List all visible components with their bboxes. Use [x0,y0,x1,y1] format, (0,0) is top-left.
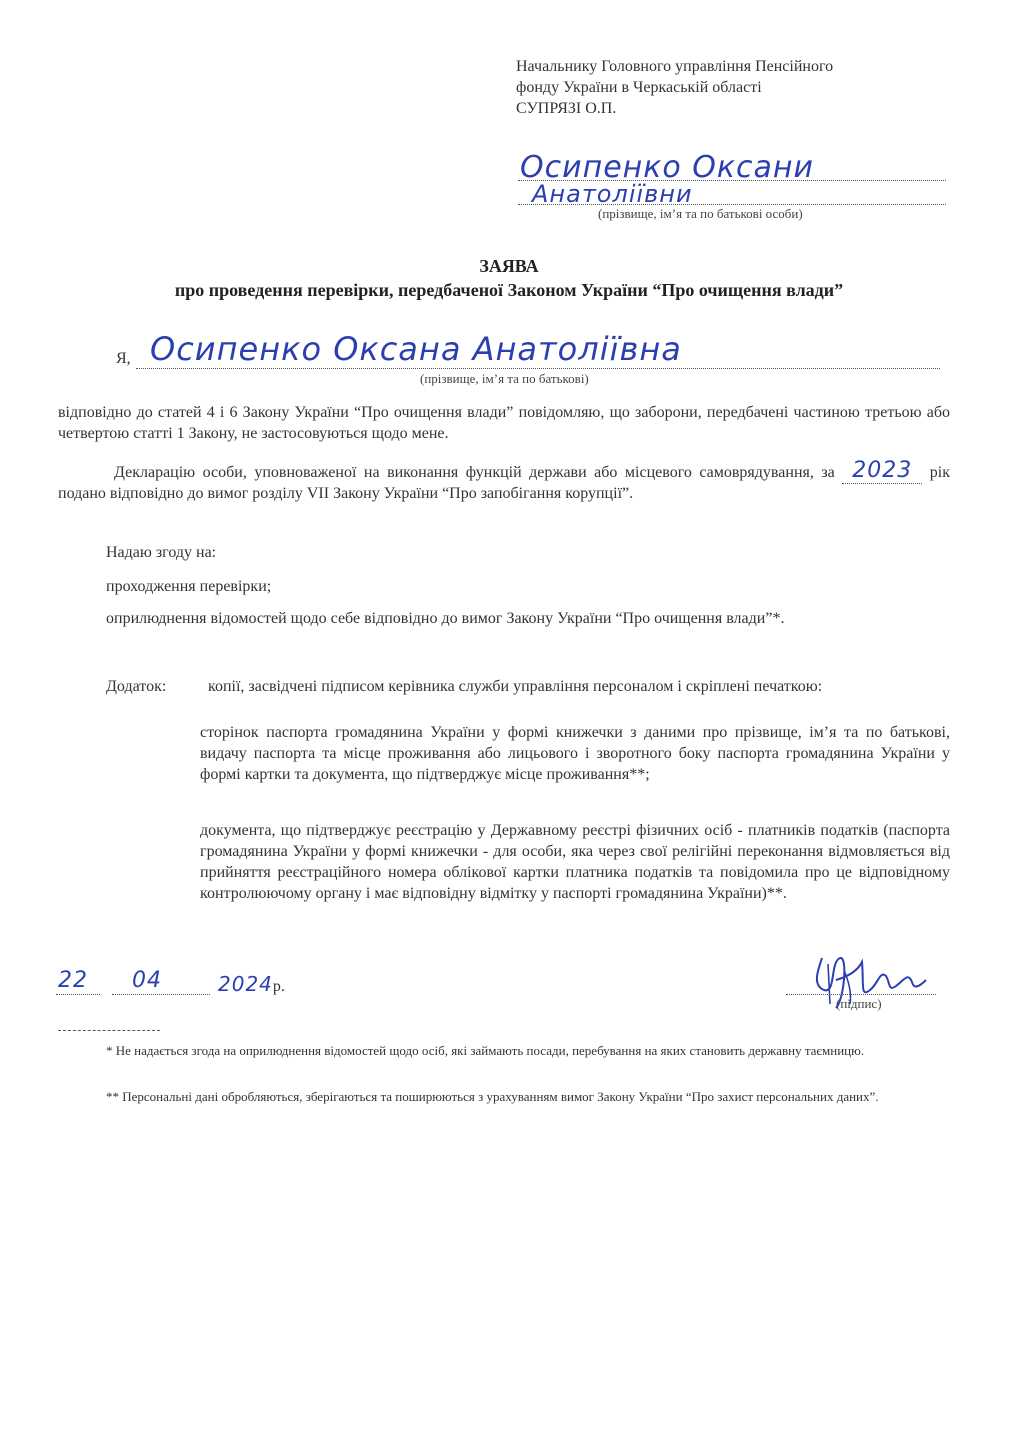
date-day-underline [56,994,100,995]
date-month-underline [112,994,210,995]
signature-underline [786,994,936,995]
declarant-name-caption: (прізвище, ім’я та по батькові) [420,371,589,386]
declaration-year: 2023 [842,458,922,484]
date-year-group [218,974,285,997]
signature-caption: (підпис) [836,996,882,1011]
date-day: 22 [58,968,88,993]
applicant-name-line-2: Анатоліївни [532,180,693,208]
appendix-item-2: документа, що підтверджує реєстрацію у Державному реєстрі фізичних осіб - платників податків (паспорта громадянина України у формі книжечки - для особи, яка через свої релігійні переконання відмовляється від прийняття реєстраційного номера облікової картки платника податків та повідомила про це відповідному контролюючому органу і має відповідну відмітку у паспорті громадянина України)**. [200,822,950,902]
addressee-block [516,56,956,119]
addressee-line-2: фонду України в Черкаській області [516,79,762,96]
income-declaration-text-after: рік подано відповідно до вимог розділу VII Закону України “Про запобігання корупції”. [58,464,951,502]
appendix-label: Додаток: [106,678,167,695]
date-year: 2024 [218,972,273,996]
declarant-name: Осипенко Оксана Анатоліївна [150,330,682,368]
consent-item-1: проходження перевірки; [106,578,272,595]
footnote-separator [58,1030,160,1031]
footnote-1: * Не надається згода на оприлюднення відомостей щодо осіб, які займають посади, перебування на яких становить державну таємницю. [106,1043,865,1058]
consent-item-2: оприлюднення відомостей щодо себе відповідно до вимог Закону України “Про очищення влади”*. [106,610,785,627]
declaration-text: відповідно до статей 4 і 6 Закону України “Про очищення влади” повідомляю, що заборони, передбачені частиною третьою або четвертою статті 1 Закону, не застосовуються щодо мене. [58,404,950,442]
applicant-name-line-1: Осипенко Оксани [520,150,815,185]
appendix-intro: копії, засвідчені підписом керівника служби управління персоналом і скріплені печаткою: [208,678,823,695]
applicant-name-underline-2 [518,204,946,205]
footnote-2: ** Персональні дані обробляються, зберігаються та поширюються з урахуванням вимог Закону України “Про захист персональних даних”. [106,1089,879,1104]
date-month: 04 [132,968,162,993]
document-title: ЗАЯВА [479,256,539,276]
consent-heading: Надаю згоду на: [106,544,217,561]
declaration-prefix: Я, [116,350,131,367]
income-declaration-text-before: Декларацію особи, уповноваженої на виконання функцій держави або місцевого самоврядування, за [114,464,835,481]
date-suffix: р. [272,978,285,995]
declarant-name-underline [136,368,940,369]
document-subtitle: про проведення перевірки, передбаченої Законом України “Про очищення влади” [174,280,844,300]
income-declaration-paragraph [58,460,950,504]
addressee-line-3: СУПРЯЗІ О.П. [516,100,617,117]
appendix-item-1: сторінок паспорта громадянина України у формі книжечки з даними про прізвище, ім’я та по батькові, видачу паспорта та місце проживання або лицьового і зворотного боку паспорта громадянина України у формі картки та документа, що підтверджує місце проживання**; [200,724,950,783]
applicant-name-caption: (прізвище, ім’я та по батькові особи) [598,206,803,221]
addressee-line-1: Начальнику Головного управління Пенсійного [516,58,834,75]
